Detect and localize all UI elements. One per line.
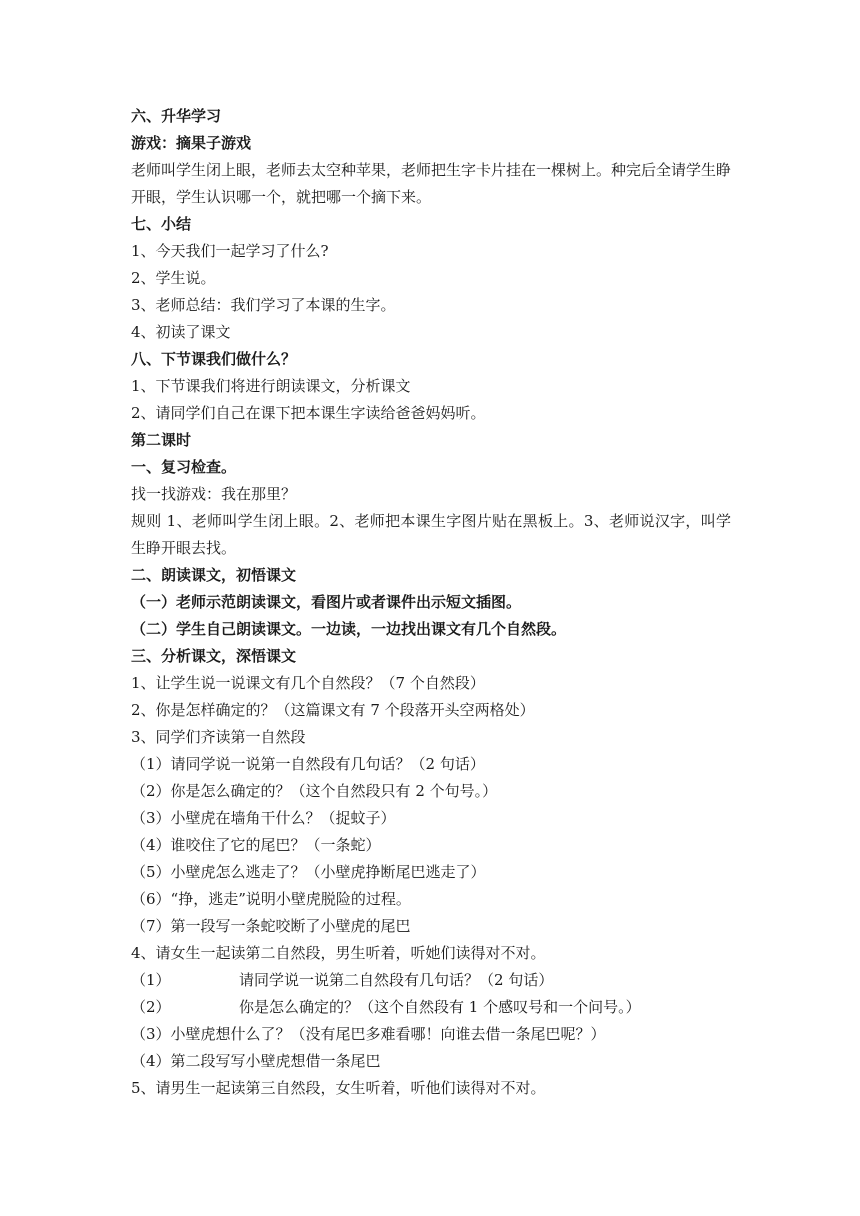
list-item: 1、下节课我们将进行朗读课文，分析课文: [131, 377, 411, 395]
heading-next-class: 八、下节课我们做什么？: [131, 350, 297, 368]
list-item: （3）小壁虎在墙角干什么？（捉蚊子）: [131, 809, 396, 827]
list-item: （2）你是怎么确定的？（这个自然段只有 2 个句号。）: [131, 782, 498, 800]
list-marker: （1）: [131, 971, 171, 989]
list-item: （6）“挣，逃走”说明小壁虎脱险的过程。: [131, 890, 411, 908]
list-item: 4、请女生一起读第二自然段，男生听着，听她们读得对不对。: [131, 944, 546, 962]
list-item: 5、请男生一起读第三自然段，女生听着，听他们读得对不对。: [131, 1079, 546, 1097]
heading-game-picking-fruit: 游戏：摘果子游戏: [131, 134, 252, 152]
list-item: 3、同学们齐读第一自然段: [131, 728, 306, 746]
heading-read-text: 二、朗读课文，初悟课文: [131, 566, 297, 584]
list-item-text: 请同学说一说第二自然段有几句话？（2 句话）: [239, 971, 554, 989]
list-item: （1）请同学说一说第一自然段有几句话？（2 句话）: [131, 755, 485, 773]
list-item: （7）第一段写一条蛇咬断了小壁虎的尾巴: [131, 917, 411, 935]
heading-analyze-text: 三、分析课文，深悟课文: [131, 647, 297, 665]
list-item: 2、学生说。: [131, 269, 216, 287]
list-item-text: 你是怎么确定的？（这个自然段有 1 个感叹号和一个问号。）: [239, 998, 641, 1016]
list-item: 4、初读了课文: [131, 323, 231, 341]
list-item: 1、今天我们一起学习了什么?: [131, 242, 329, 260]
list-item: （3）小壁虎想什么了？（没有尾巴多难看哪！向谁去借一条尾巴呢？）: [131, 1025, 606, 1043]
paragraph-game-rules: 老师叫学生闭上眼，老师去太空种苹果，老师把生字卡片挂在一棵树上。种完后全请学生睁开眼，学生认识哪一个，就把哪一个摘下来。: [131, 161, 732, 206]
list-item: （4）谁咬住了它的尾巴？（一条蛇）: [131, 836, 381, 854]
list-marker: （2）: [131, 998, 171, 1016]
heading-review: 一、复习检查。: [131, 458, 237, 476]
list-item-tabbed: [131, 967, 731, 994]
list-item: 2、请同学们自己在课下把本课生字读给爸爸妈妈听。: [131, 404, 486, 422]
heading-second-lesson: 第二课时: [131, 431, 192, 449]
subheading-student-reading: （二）学生自己朗读课文。一边读，一边找出课文有几个自然段。: [131, 620, 567, 638]
document-body: [131, 103, 731, 1102]
paragraph-find-game-rules: 规则 1、老师叫学生闭上眼。2、老师把本课生字图片贴在黑板上。3、老师说汉字，叫学生睁开眼去找。: [131, 512, 731, 557]
heading-summary: 七、小结: [131, 215, 192, 233]
list-item-tabbed: [131, 994, 731, 1021]
list-item: 2、你是怎样确定的？（这篇课文有 7 个段落开头空两格处）: [131, 701, 535, 719]
list-item: 找一找游戏：我在那里？: [131, 485, 297, 503]
list-item: （5）小壁虎怎么逃走了？（小壁虎挣断尾巴逃走了）: [131, 863, 486, 881]
subheading-teacher-reading: （一）老师示范朗读课文，看图片或者课件出示短文插图。: [131, 593, 522, 611]
list-item: （4）第二段写写小壁虎想借一条尾巴: [131, 1052, 381, 1070]
heading-sublimation: 六、升华学习: [131, 107, 222, 125]
list-item: 1、让学生说一说课文有几个自然段？（7 个自然段）: [131, 674, 485, 692]
list-item: 3、老师总结：我们学习了本课的生字。: [131, 296, 396, 314]
